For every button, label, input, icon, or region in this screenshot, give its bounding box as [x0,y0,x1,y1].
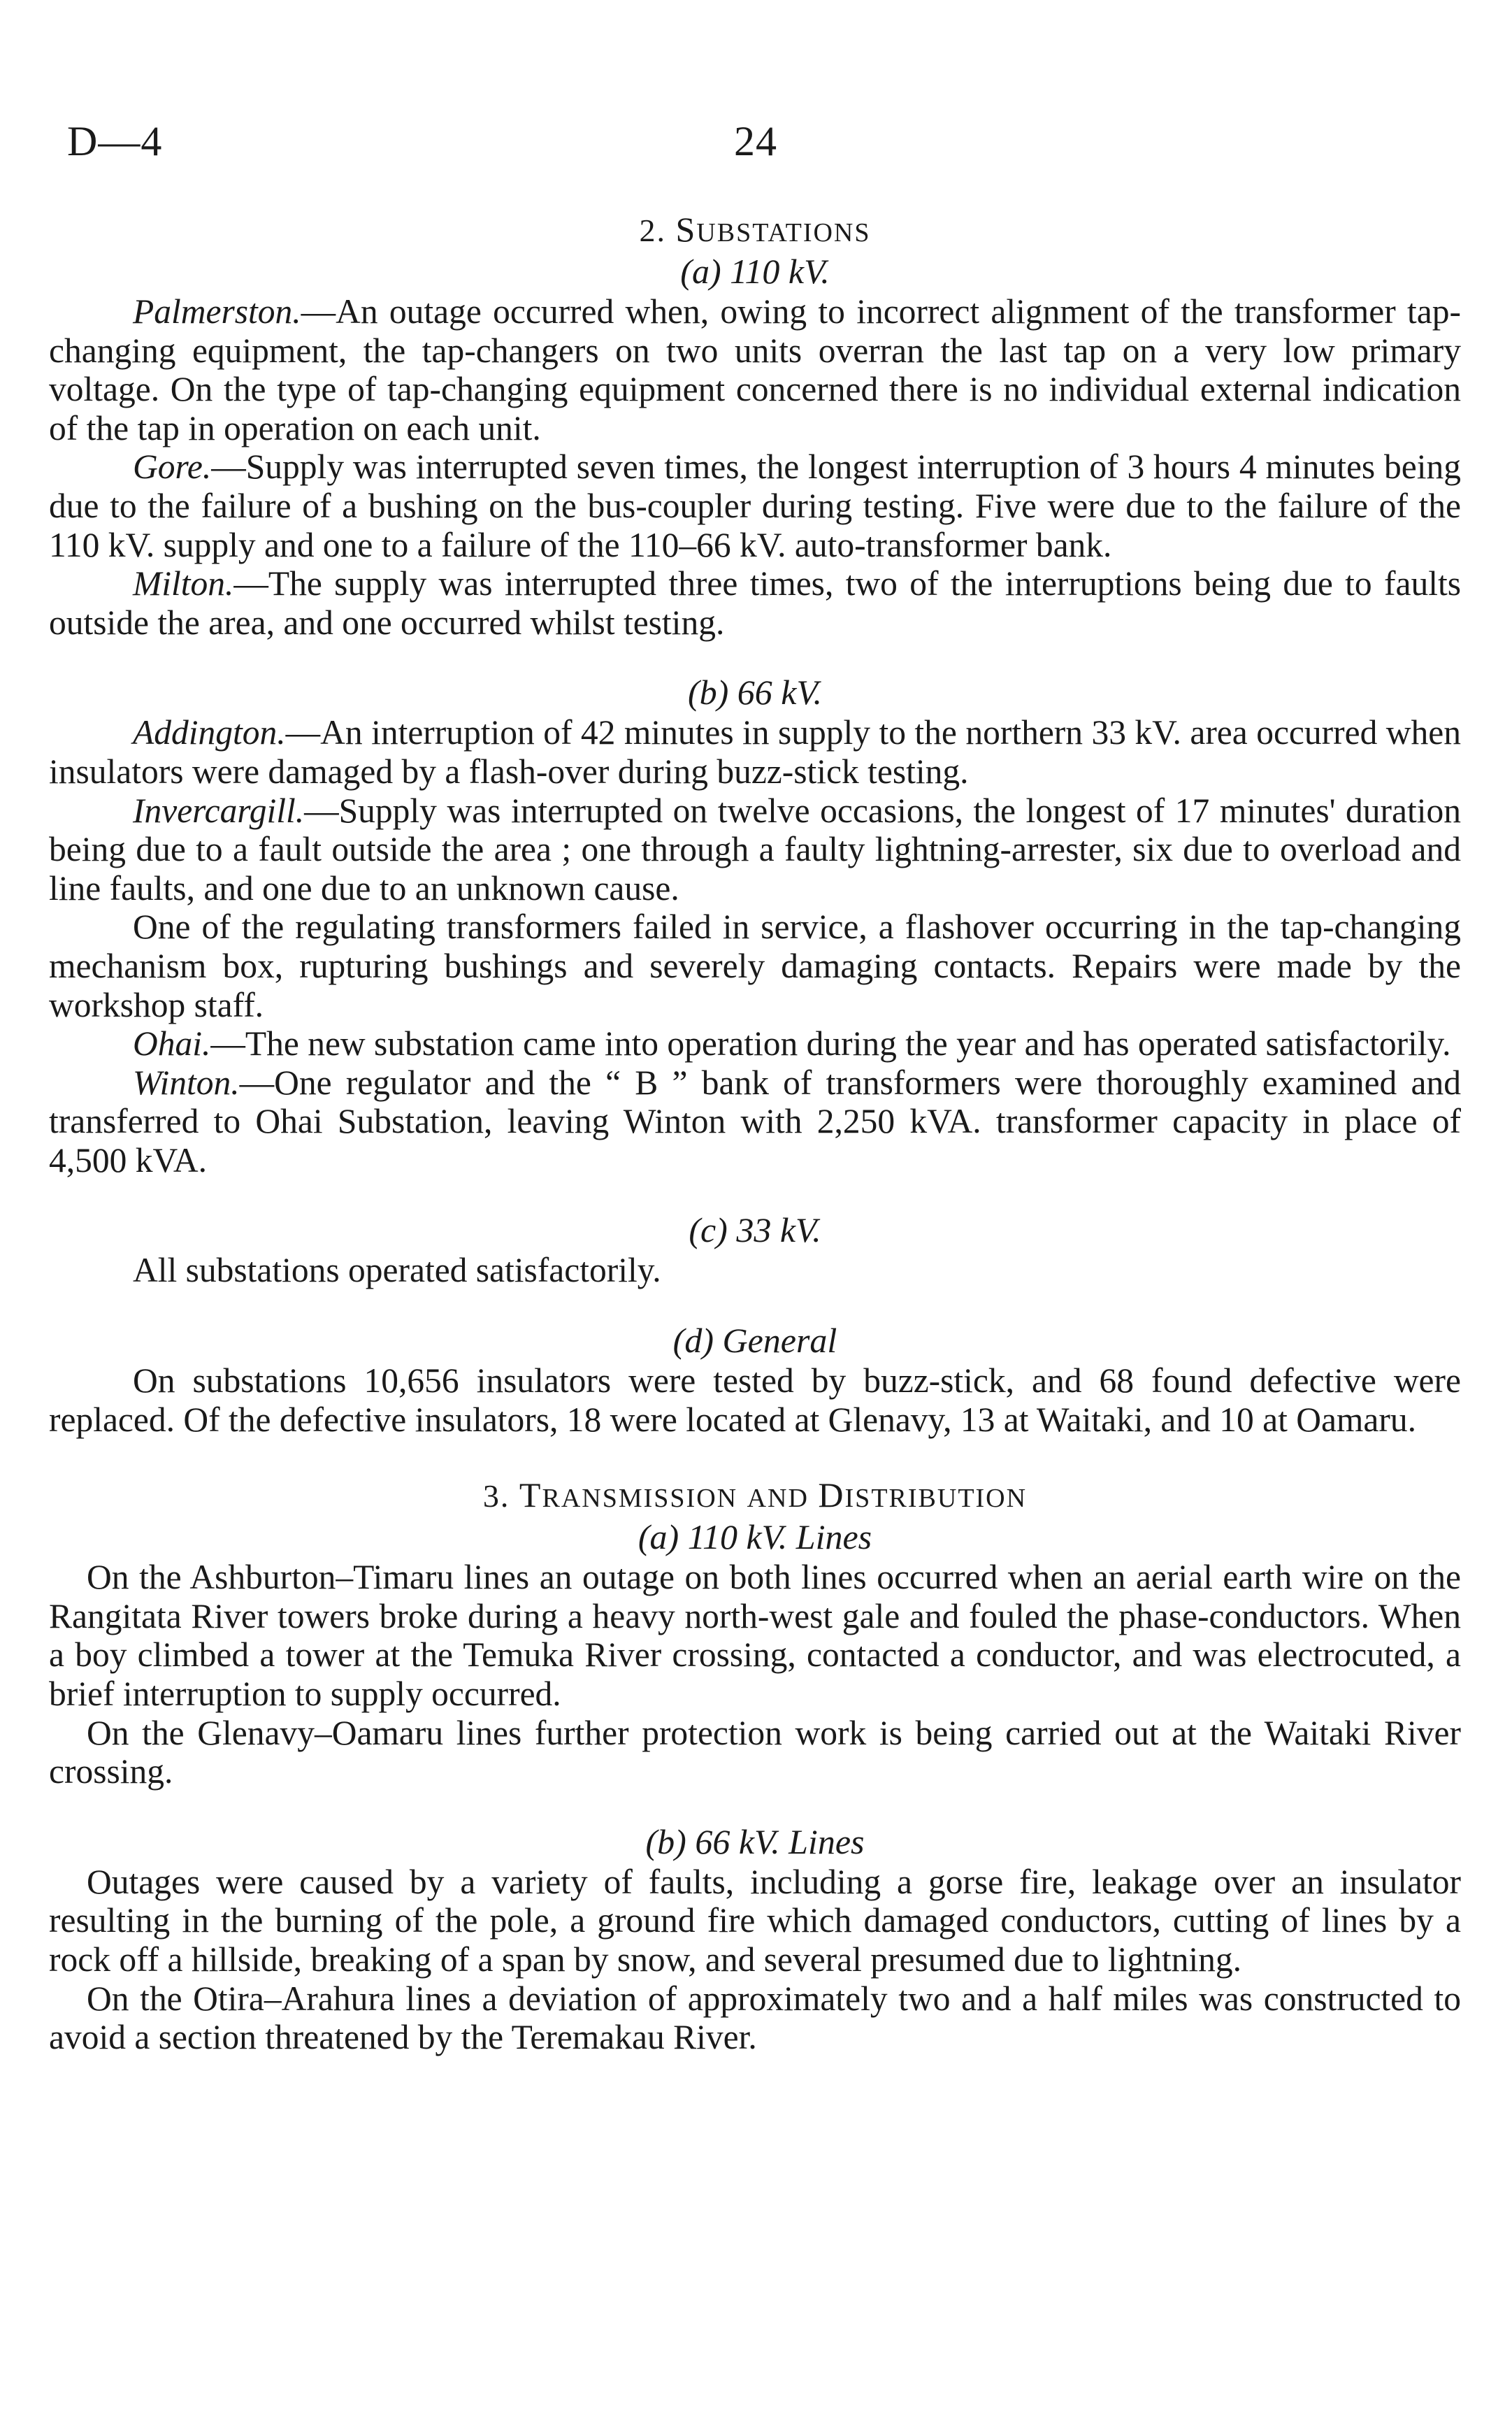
paragraph: Milton.—The supply was interrupted three times, two of the interruptions being due to faults outside the area, and one occurred whilst testing. [49,564,1461,642]
paragraph: Ohai.—The new substation came into operation during the year and has operated satisfactorily. [133,1024,1451,1063]
paragraph: On the Otira–Arahura lines a deviation of approximately two and a half miles was constructed to avoid a section threatened by the Teremakau River. [49,1979,1461,2057]
paragraph: All substations operated satisfactorily. [133,1251,661,1290]
paragraph: On the Glenavy–Oamaru lines further protection work is being carried out at the Waitaki River crossing. [49,1713,1461,1791]
paragraph: On substations 10,656 insulators were tested by buzz-stick, and 68 found defective were replaced. Of the defective insulators, 18 were located at Glenavy, 13 at Waitaki, and 10 at Oamaru. [49,1361,1461,1439]
paragraph: Winton.—One regulator and the “ B ” bank of transformers were thoroughly examined and transferred to Ohai Substation, leaving Winton with 2,250 kVA. transformer capacity in place of 4,500 kVA. [49,1063,1461,1180]
subsection-heading: (c) 33 kV. [689,1210,821,1250]
paragraph: Addington.—An interruption of 42 minutes in supply to the northern 33 kV. area occurred when insulators were damaged by a flash-over during buzz-stick testing. [49,713,1461,791]
paragraph: Gore.—Supply was interrupted seven times, the longest interruption of 3 hours 4 minutes being due to the failure of a bushing on the bus-coupler during testing. Five were due to the failure of the 110 kV. supply and one to a failure of the 110–66 kV. auto-transformer bank. [49,447,1461,564]
subsection-heading: (d) General [672,1321,837,1361]
section-heading-transmission: 3. TRANSMISSION AND DISTRIBUTION [482,1475,1028,1515]
paragraph: One of the regulating transformers failed in service, a flashover occurring in the tap-changing mechanism box, rupturing bushings and severely damaging contacts. Repairs were made by the workshop staff. [49,908,1461,1024]
subsection-heading: (b) 66 kV. Lines [645,1821,865,1861]
document-reference: D—4 [67,118,163,164]
subsection-heading: (a) 110 kV. [680,252,830,291]
paragraph: Outages were caused by a variety of faults, including a gorse fire, leakage over an insulator resulting in the burning of the pole, a ground fire which damaged conductors, cutting of lines by a rock off a hillside, breaking of a span by snow, and several presumed due to lightning. [49,1862,1461,1979]
document-body [49,208,1461,2057]
section-heading-substations: 2. SUBSTATIONS [639,210,871,249]
paragraph: On the Ashburton–Timaru lines an outage on both lines occurred when an aerial earth wire on the Rangitata River towers broke during a heavy north-west gale and fouled the phase-conductors. When a boy climbed a tower at the Temuka River crossing, contacted a conductor, and was electrocuted, a brief interruption to supply occurred. [49,1558,1461,1714]
subsection-heading: (b) 66 kV. [687,673,823,712]
page-number: 24 [734,118,777,164]
subsection-heading: (a) 110 kV. Lines [638,1517,872,1557]
paragraph: Invercargill.—Supply was interrupted on twelve occasions, the longest of 17 minutes' duration being due to a fault outside the area ; one through a faulty lightning-arrester, six due to overload and line faults, and one due to an unknown cause. [49,791,1461,908]
paragraph: Palmerston.—An outage occurred when, owing to incorrect alignment of the transformer tap-changing equipment, the tap-changers on two units overran the last tap on a very low primary voltage. On the type of tap-changing equipment concerned there is no individual external indication of the tap in operation on each unit. [49,292,1461,447]
